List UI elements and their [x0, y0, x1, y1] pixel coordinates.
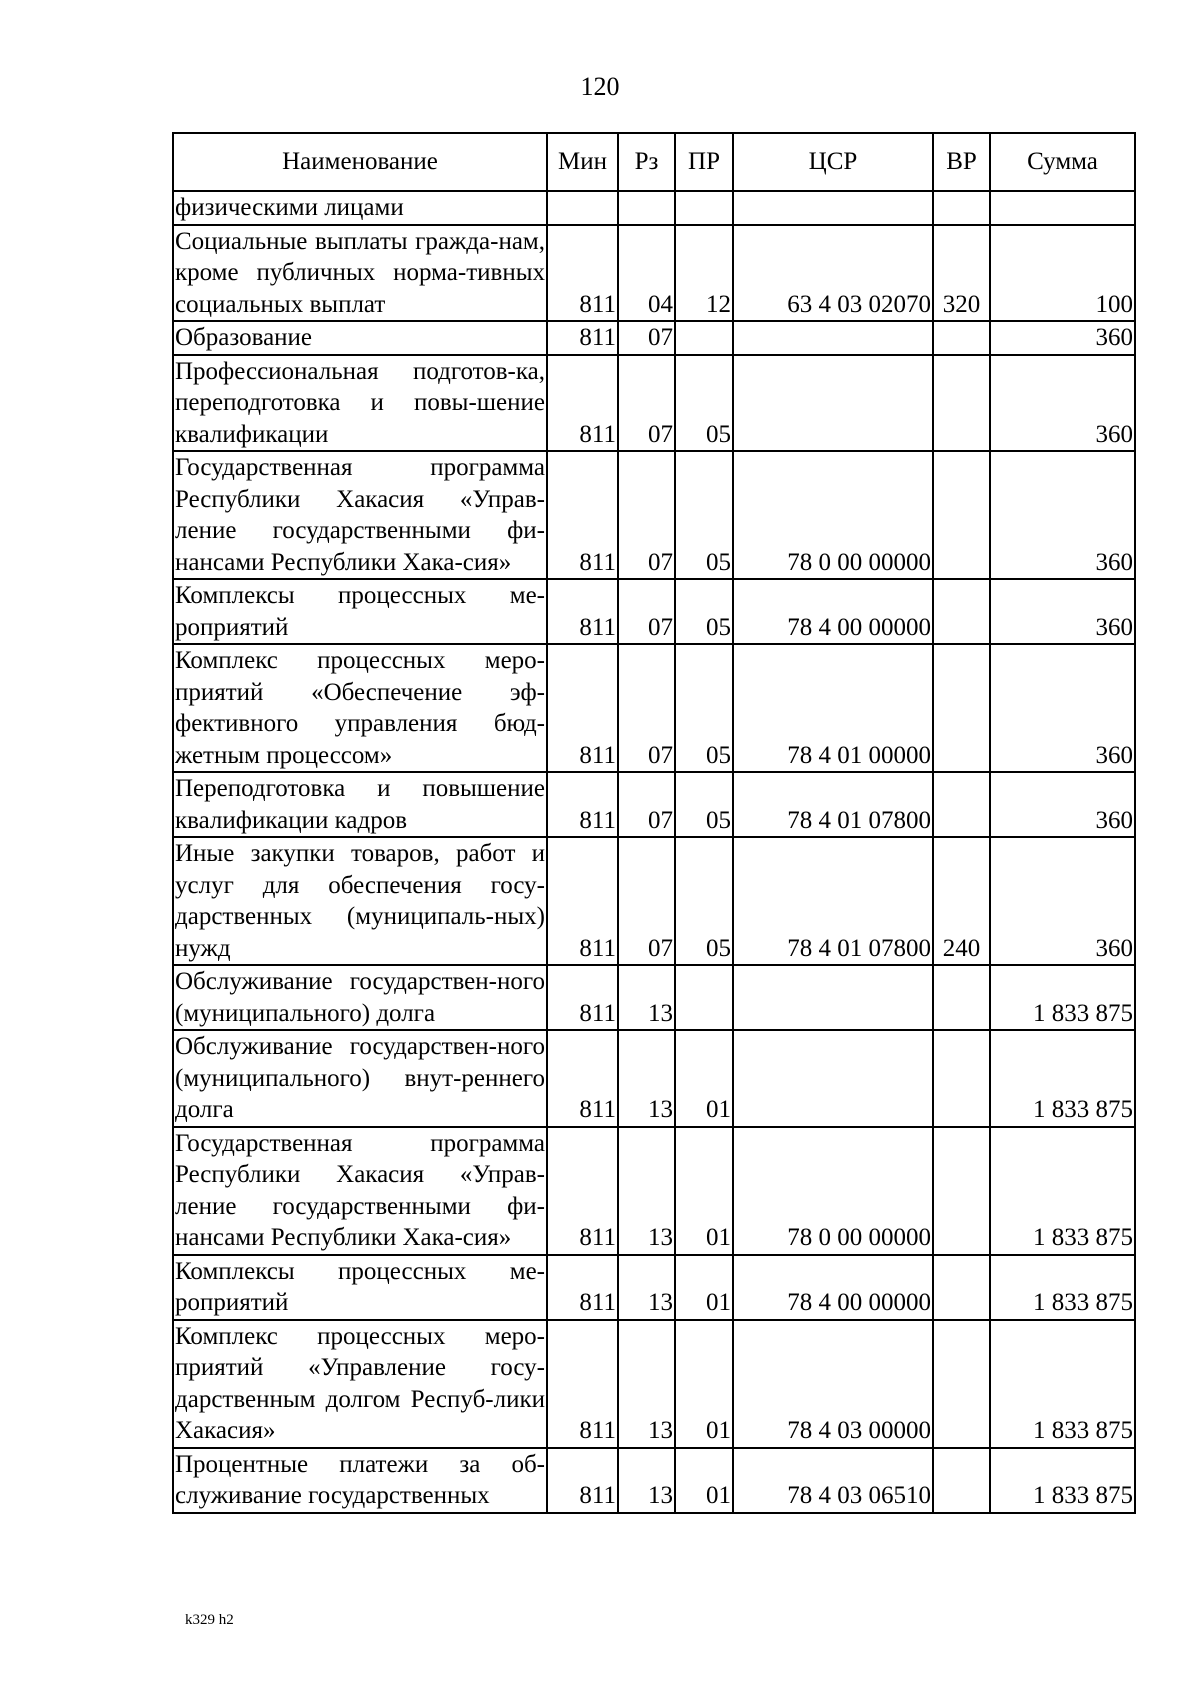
cell-pr	[675, 321, 733, 355]
header-name: Наименование	[173, 133, 547, 191]
cell-min: 811	[547, 1255, 618, 1320]
cell-name: Государственная программа Республики Хакасия «Управ-ление государственными фи-нансами Республики Хака-сия»	[173, 451, 547, 579]
cell-csr: 78 4 03 06510	[733, 1448, 933, 1513]
table-row	[173, 772, 1135, 837]
cell-pr: 01	[675, 1255, 733, 1320]
table-row	[173, 1255, 1135, 1320]
cell-vr	[933, 965, 990, 1030]
cell-pr: 05	[675, 579, 733, 644]
cell-vr	[933, 451, 990, 579]
table-row	[173, 355, 1135, 452]
cell-pr: 05	[675, 644, 733, 772]
cell-name: Социальные выплаты гражда-нам, кроме публичных норма-тивных социальных выплат	[173, 225, 547, 322]
cell-pr: 05	[675, 772, 733, 837]
table-row	[173, 965, 1135, 1030]
cell-pr: 01	[675, 1320, 733, 1448]
cell-min: 811	[547, 225, 618, 322]
cell-vr	[933, 1127, 990, 1255]
cell-name: Переподготовка и повышение квалификации кадров	[173, 772, 547, 837]
cell-csr	[733, 355, 933, 452]
header-pr: ПР	[675, 133, 733, 191]
cell-vr	[933, 191, 990, 225]
cell-vr	[933, 579, 990, 644]
cell-name: Комплексы процессных ме-роприятий	[173, 579, 547, 644]
table-row	[173, 1127, 1135, 1255]
cell-name: Образование	[173, 321, 547, 355]
cell-rz: 13	[618, 1255, 675, 1320]
table-row	[173, 579, 1135, 644]
cell-sum: 360	[990, 837, 1135, 965]
cell-name: Обслуживание государствен-ного (муниципального) внут-реннего долга	[173, 1030, 547, 1127]
footer-code: k329 h2	[185, 1612, 234, 1628]
cell-sum: 360	[990, 644, 1135, 772]
cell-pr: 12	[675, 225, 733, 322]
cell-csr	[733, 1030, 933, 1127]
cell-csr: 78 0 00 00000	[733, 451, 933, 579]
cell-csr: 78 4 00 00000	[733, 579, 933, 644]
cell-sum	[990, 191, 1135, 225]
cell-vr	[933, 355, 990, 452]
cell-sum: 360	[990, 579, 1135, 644]
cell-name: Обслуживание государствен-ного (муниципального) долга	[173, 965, 547, 1030]
cell-min: 811	[547, 965, 618, 1030]
table-body	[173, 191, 1135, 1513]
cell-csr: 78 4 01 07800	[733, 772, 933, 837]
cell-name: Комплекс процессных меро-приятий «Управление госу-дарственным долгом Респуб-лики Хакасия»	[173, 1320, 547, 1448]
cell-rz: 07	[618, 355, 675, 452]
cell-sum: 360	[990, 451, 1135, 579]
cell-rz: 13	[618, 1448, 675, 1513]
table-row	[173, 1320, 1135, 1448]
header-vr: ВР	[933, 133, 990, 191]
cell-vr: 240	[933, 837, 990, 965]
cell-sum: 360	[990, 772, 1135, 837]
page-number: 120	[580, 72, 620, 101]
cell-sum: 1 833 875	[990, 1320, 1135, 1448]
cell-csr: 78 4 00 00000	[733, 1255, 933, 1320]
cell-sum: 1 833 875	[990, 1255, 1135, 1320]
cell-min: 811	[547, 837, 618, 965]
cell-rz: 07	[618, 837, 675, 965]
budget-table	[172, 132, 1136, 1514]
table-row	[173, 451, 1135, 579]
cell-name: Процентные платежи за об-служивание государственных	[173, 1448, 547, 1513]
cell-rz: 07	[618, 579, 675, 644]
header-sum: Сумма	[990, 133, 1135, 191]
cell-vr	[933, 772, 990, 837]
header-rz: Рз	[618, 133, 675, 191]
table-row	[173, 1030, 1135, 1127]
cell-min: 811	[547, 321, 618, 355]
table-row	[173, 1448, 1135, 1513]
cell-sum: 360	[990, 355, 1135, 452]
table-row	[173, 644, 1135, 772]
cell-rz: 07	[618, 321, 675, 355]
cell-pr: 05	[675, 837, 733, 965]
cell-rz: 13	[618, 965, 675, 1030]
cell-csr: 78 4 01 07800	[733, 837, 933, 965]
cell-vr	[933, 1448, 990, 1513]
cell-csr: 78 0 00 00000	[733, 1127, 933, 1255]
cell-csr: 63 4 03 02070	[733, 225, 933, 322]
cell-pr: 01	[675, 1127, 733, 1255]
cell-min: 811	[547, 451, 618, 579]
cell-rz: 13	[618, 1127, 675, 1255]
cell-vr	[933, 1030, 990, 1127]
cell-pr: 01	[675, 1448, 733, 1513]
cell-csr	[733, 965, 933, 1030]
cell-vr	[933, 1320, 990, 1448]
cell-pr: 05	[675, 451, 733, 579]
cell-min: 811	[547, 1320, 618, 1448]
table-row	[173, 837, 1135, 965]
cell-csr: 78 4 01 00000	[733, 644, 933, 772]
cell-vr: 320	[933, 225, 990, 322]
cell-min: 811	[547, 772, 618, 837]
table-row	[173, 321, 1135, 355]
cell-csr	[733, 321, 933, 355]
cell-pr: 01	[675, 1030, 733, 1127]
header-min: Мин	[547, 133, 618, 191]
cell-name: Комплексы процессных ме-роприятий	[173, 1255, 547, 1320]
cell-min: 811	[547, 1127, 618, 1255]
cell-name: Комплекс процессных меро-приятий «Обеспечение эф-фективного управления бюд-жетным процессом»	[173, 644, 547, 772]
cell-rz	[618, 191, 675, 225]
cell-pr: 05	[675, 355, 733, 452]
table-row	[173, 191, 1135, 225]
cell-sum: 1 833 875	[990, 965, 1135, 1030]
cell-rz: 13	[618, 1320, 675, 1448]
cell-name: Профессиональная подготов-ка, переподготовка и повы-шение квалификации	[173, 355, 547, 452]
cell-vr	[933, 321, 990, 355]
cell-sum: 1 833 875	[990, 1127, 1135, 1255]
cell-sum: 100	[990, 225, 1135, 322]
cell-name: Государственная программа Республики Хакасия «Управ-ление государственными фи-нансами Республики Хака-сия»	[173, 1127, 547, 1255]
cell-csr: 78 4 03 00000	[733, 1320, 933, 1448]
cell-min: 811	[547, 1030, 618, 1127]
cell-vr	[933, 644, 990, 772]
cell-min: 811	[547, 1448, 618, 1513]
cell-pr	[675, 191, 733, 225]
cell-rz: 07	[618, 451, 675, 579]
cell-sum: 360	[990, 321, 1135, 355]
cell-rz: 13	[618, 1030, 675, 1127]
cell-name: Иные закупки товаров, работ и услуг для обеспечения госу-дарственных (муниципаль-ных) нужд	[173, 837, 547, 965]
table-row	[173, 225, 1135, 322]
cell-csr	[733, 191, 933, 225]
cell-pr	[675, 965, 733, 1030]
cell-rz: 04	[618, 225, 675, 322]
cell-vr	[933, 1255, 990, 1320]
cell-sum: 1 833 875	[990, 1448, 1135, 1513]
cell-name: физическими лицами	[173, 191, 547, 225]
cell-min: 811	[547, 644, 618, 772]
cell-min	[547, 191, 618, 225]
cell-rz: 07	[618, 772, 675, 837]
cell-rz: 07	[618, 644, 675, 772]
cell-min: 811	[547, 579, 618, 644]
header-csr: ЦСР	[733, 133, 933, 191]
table-header-row	[173, 133, 1135, 191]
cell-min: 811	[547, 355, 618, 452]
cell-sum: 1 833 875	[990, 1030, 1135, 1127]
